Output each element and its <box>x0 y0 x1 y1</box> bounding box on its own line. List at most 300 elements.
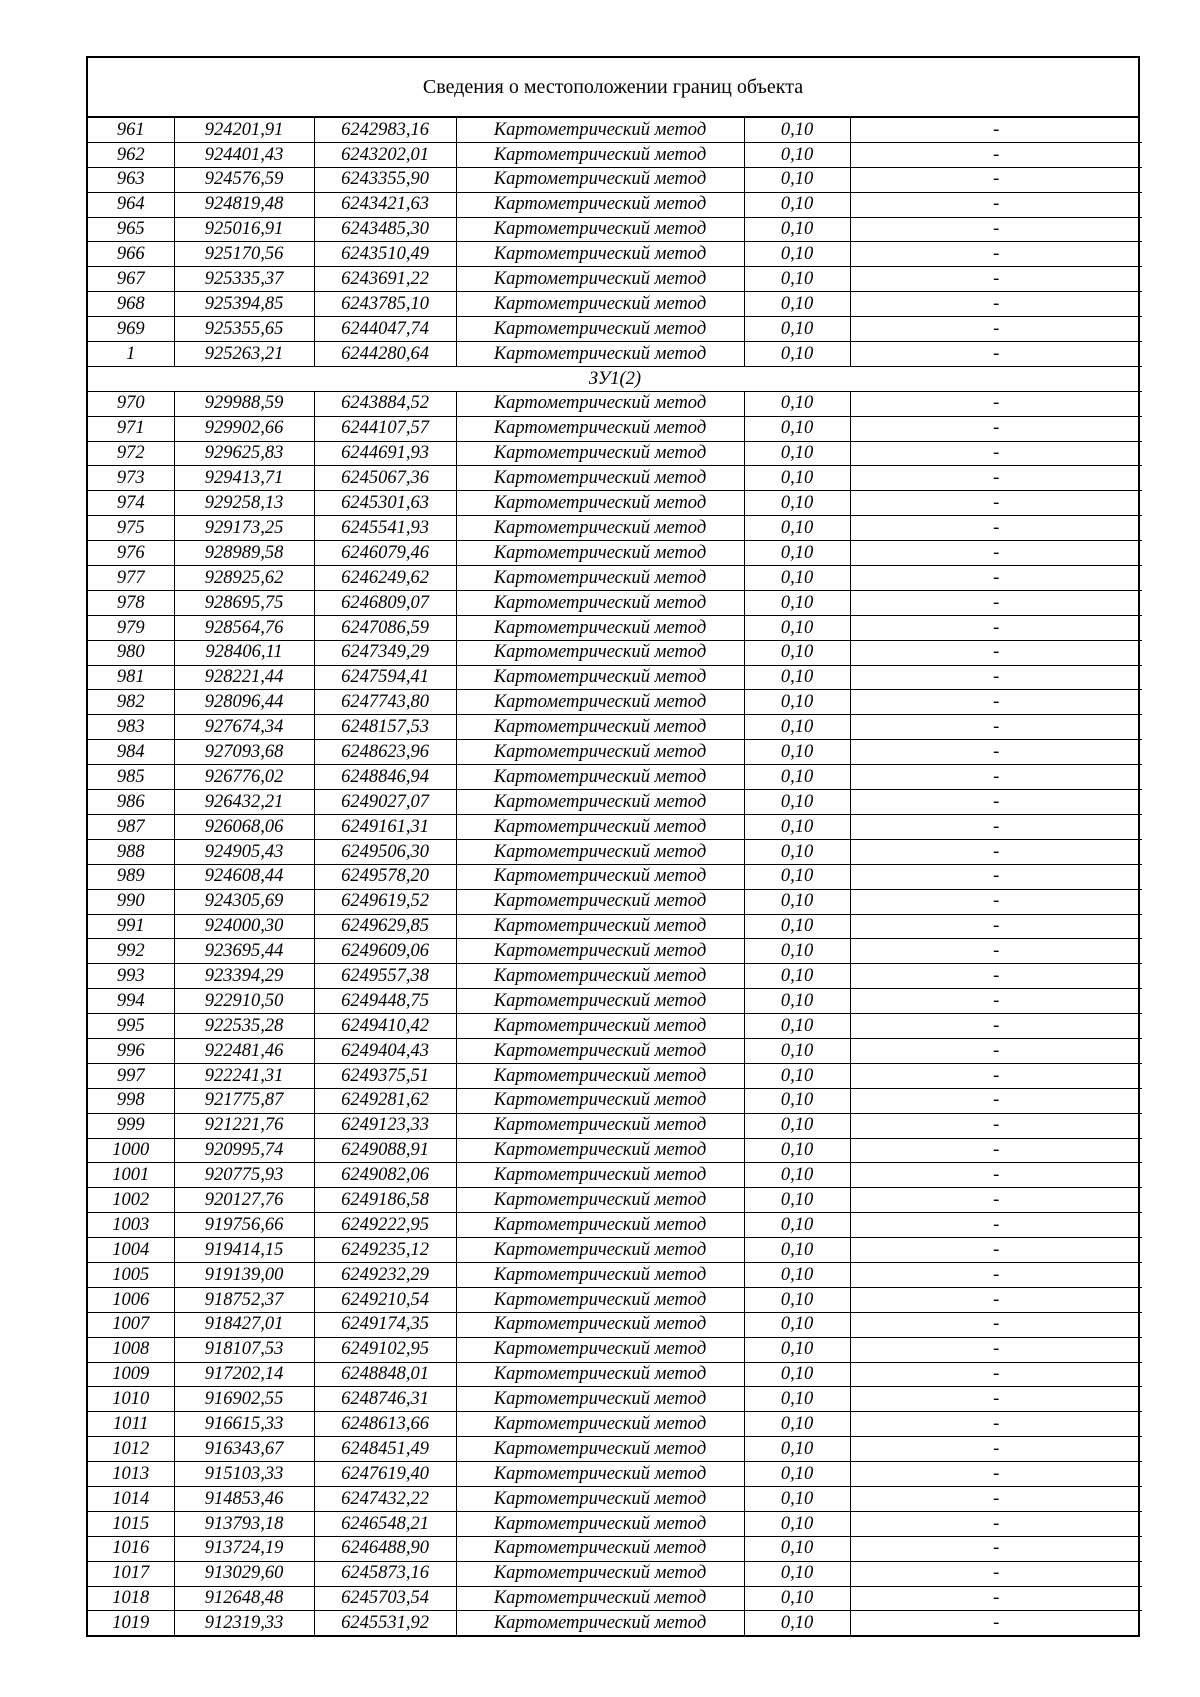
point-number-cell: 980 <box>88 640 174 665</box>
note-cell: - <box>850 1337 1142 1362</box>
accuracy-cell: 0,10 <box>744 1213 850 1238</box>
accuracy-cell: 0,10 <box>744 491 850 516</box>
point-number-cell: 983 <box>88 715 174 740</box>
table-row <box>88 441 1142 466</box>
x-coordinate-cell: 919139,00 <box>174 1262 314 1287</box>
point-number-cell: 1003 <box>88 1213 174 1238</box>
point-number-cell: 1004 <box>88 1238 174 1263</box>
note-cell: - <box>850 1312 1142 1337</box>
method-cell: Картометрический метод <box>456 1536 744 1561</box>
y-coordinate-cell: 6248846,94 <box>314 765 456 790</box>
x-coordinate-cell: 925355,65 <box>174 317 314 342</box>
y-coordinate-cell: 6248451,49 <box>314 1437 456 1462</box>
table-row <box>88 1362 1142 1387</box>
note-cell: - <box>850 1412 1142 1437</box>
table-row <box>88 466 1142 491</box>
method-cell: Картометрический метод <box>456 1188 744 1213</box>
note-cell: - <box>850 1362 1142 1387</box>
y-coordinate-cell: 6248848,01 <box>314 1362 456 1387</box>
accuracy-cell: 0,10 <box>744 1038 850 1063</box>
note-cell: - <box>850 889 1142 914</box>
method-cell: Картометрический метод <box>456 839 744 864</box>
y-coordinate-cell: 6249281,62 <box>314 1088 456 1113</box>
x-coordinate-cell: 927093,68 <box>174 740 314 765</box>
x-coordinate-cell: 927674,34 <box>174 715 314 740</box>
method-cell: Картометрический метод <box>456 640 744 665</box>
accuracy-cell: 0,10 <box>744 1511 850 1536</box>
x-coordinate-cell: 920127,76 <box>174 1188 314 1213</box>
y-coordinate-cell: 6248623,96 <box>314 740 456 765</box>
method-cell: Картометрический метод <box>456 1337 744 1362</box>
accuracy-cell: 0,10 <box>744 964 850 989</box>
point-number-cell: 1008 <box>88 1337 174 1362</box>
accuracy-cell: 0,10 <box>744 914 850 939</box>
accuracy-cell: 0,10 <box>744 590 850 615</box>
x-coordinate-cell: 923695,44 <box>174 939 314 964</box>
table-row <box>88 1163 1142 1188</box>
point-number-cell: 995 <box>88 1014 174 1039</box>
table-row <box>88 167 1142 192</box>
method-cell: Картометрический метод <box>456 391 744 416</box>
x-coordinate-cell: 924905,43 <box>174 839 314 864</box>
note-cell: - <box>850 1511 1142 1536</box>
x-coordinate-cell: 913029,60 <box>174 1561 314 1586</box>
y-coordinate-cell: 6243202,01 <box>314 142 456 167</box>
note-cell: - <box>850 1088 1142 1113</box>
x-coordinate-cell: 929173,25 <box>174 516 314 541</box>
note-cell: - <box>850 964 1142 989</box>
method-cell: Картометрический метод <box>456 541 744 566</box>
point-number-cell: 969 <box>88 317 174 342</box>
point-number-cell: 992 <box>88 939 174 964</box>
table-row <box>88 640 1142 665</box>
accuracy-cell: 0,10 <box>744 989 850 1014</box>
point-number-cell: 999 <box>88 1113 174 1138</box>
method-cell: Картометрический метод <box>456 1163 744 1188</box>
y-coordinate-cell: 6245531,92 <box>314 1611 456 1635</box>
table-row <box>88 1063 1142 1088</box>
y-coordinate-cell: 6246809,07 <box>314 590 456 615</box>
point-number-cell: 987 <box>88 814 174 839</box>
accuracy-cell: 0,10 <box>744 292 850 317</box>
point-number-cell: 993 <box>88 964 174 989</box>
point-number-cell: 986 <box>88 790 174 815</box>
method-cell: Картометрический метод <box>456 1287 744 1312</box>
method-cell: Картометрический метод <box>456 1437 744 1462</box>
note-cell: - <box>850 1163 1142 1188</box>
method-cell: Картометрический метод <box>456 242 744 267</box>
point-number-cell: 974 <box>88 491 174 516</box>
method-cell: Картометрический метод <box>456 1387 744 1412</box>
coordinates-table <box>88 118 1142 1635</box>
y-coordinate-cell: 6249102,95 <box>314 1337 456 1362</box>
table-row <box>88 1611 1142 1635</box>
y-coordinate-cell: 6243355,90 <box>314 167 456 192</box>
table-row <box>88 267 1142 292</box>
note-cell: - <box>850 615 1142 640</box>
accuracy-cell: 0,10 <box>744 1312 850 1337</box>
accuracy-cell: 0,10 <box>744 640 850 665</box>
accuracy-cell: 0,10 <box>744 317 850 342</box>
accuracy-cell: 0,10 <box>744 715 850 740</box>
point-number-cell: 966 <box>88 242 174 267</box>
y-coordinate-cell: 6248613,66 <box>314 1412 456 1437</box>
table-row <box>88 1511 1142 1536</box>
y-coordinate-cell: 6249210,54 <box>314 1287 456 1312</box>
method-cell: Картометрический метод <box>456 1362 744 1387</box>
coordinates-table-body <box>88 118 1142 1635</box>
point-number-cell: 1013 <box>88 1462 174 1487</box>
point-number-cell: 962 <box>88 142 174 167</box>
x-coordinate-cell: 924000,30 <box>174 914 314 939</box>
accuracy-cell: 0,10 <box>744 1337 850 1362</box>
accuracy-cell: 0,10 <box>744 740 850 765</box>
y-coordinate-cell: 6249235,12 <box>314 1238 456 1263</box>
table-row <box>88 790 1142 815</box>
table-row <box>88 242 1142 267</box>
y-coordinate-cell: 6243421,63 <box>314 192 456 217</box>
note-cell: - <box>850 267 1142 292</box>
x-coordinate-cell: 928989,58 <box>174 541 314 566</box>
x-coordinate-cell: 914853,46 <box>174 1486 314 1511</box>
method-cell: Картометрический метод <box>456 1511 744 1536</box>
table-row <box>88 516 1142 541</box>
note-cell: - <box>850 939 1142 964</box>
point-number-cell: 982 <box>88 690 174 715</box>
table-title: Сведения о местоположении границ объекта <box>88 58 1138 118</box>
x-coordinate-cell: 928564,76 <box>174 615 314 640</box>
table-row <box>88 914 1142 939</box>
table-row <box>88 1312 1142 1337</box>
point-number-cell: 1005 <box>88 1262 174 1287</box>
method-cell: Картометрический метод <box>456 1088 744 1113</box>
accuracy-cell: 0,10 <box>744 1412 850 1437</box>
x-coordinate-cell: 923394,29 <box>174 964 314 989</box>
note-cell: - <box>850 715 1142 740</box>
accuracy-cell: 0,10 <box>744 1014 850 1039</box>
method-cell: Картометрический метод <box>456 1412 744 1437</box>
point-number-cell: 1011 <box>88 1412 174 1437</box>
table-row <box>88 615 1142 640</box>
accuracy-cell: 0,10 <box>744 391 850 416</box>
note-cell: - <box>850 242 1142 267</box>
x-coordinate-cell: 925263,21 <box>174 342 314 367</box>
point-number-cell: 967 <box>88 267 174 292</box>
section-label: ЗУ1(2) <box>88 366 1142 391</box>
y-coordinate-cell: 6246548,21 <box>314 1511 456 1536</box>
note-cell: - <box>850 491 1142 516</box>
y-coordinate-cell: 6249506,30 <box>314 839 456 864</box>
point-number-cell: 978 <box>88 590 174 615</box>
y-coordinate-cell: 6247743,80 <box>314 690 456 715</box>
note-cell: - <box>850 566 1142 591</box>
method-cell: Картометрический метод <box>456 1312 744 1337</box>
table-row <box>88 1561 1142 1586</box>
y-coordinate-cell: 6248746,31 <box>314 1387 456 1412</box>
table-row <box>88 765 1142 790</box>
accuracy-cell: 0,10 <box>744 242 850 267</box>
y-coordinate-cell: 6247619,40 <box>314 1462 456 1487</box>
x-coordinate-cell: 928221,44 <box>174 665 314 690</box>
accuracy-cell: 0,10 <box>744 342 850 367</box>
table-row <box>88 1188 1142 1213</box>
x-coordinate-cell: 924305,69 <box>174 889 314 914</box>
y-coordinate-cell: 6245067,36 <box>314 466 456 491</box>
method-cell: Картометрический метод <box>456 317 744 342</box>
accuracy-cell: 0,10 <box>744 1163 850 1188</box>
method-cell: Картометрический метод <box>456 914 744 939</box>
point-number-cell: 1007 <box>88 1312 174 1337</box>
point-number-cell: 977 <box>88 566 174 591</box>
y-coordinate-cell: 6249186,58 <box>314 1188 456 1213</box>
note-cell: - <box>850 690 1142 715</box>
x-coordinate-cell: 919756,66 <box>174 1213 314 1238</box>
x-coordinate-cell: 925335,37 <box>174 267 314 292</box>
note-cell: - <box>850 1536 1142 1561</box>
note-cell: - <box>850 1611 1142 1635</box>
x-coordinate-cell: 916902,55 <box>174 1387 314 1412</box>
note-cell: - <box>850 167 1142 192</box>
point-number-cell: 968 <box>88 292 174 317</box>
section-row <box>88 366 1142 391</box>
note-cell: - <box>850 466 1142 491</box>
accuracy-cell: 0,10 <box>744 665 850 690</box>
method-cell: Картометрический метод <box>456 441 744 466</box>
accuracy-cell: 0,10 <box>744 1437 850 1462</box>
table-row <box>88 1238 1142 1263</box>
table-row <box>88 1213 1142 1238</box>
accuracy-cell: 0,10 <box>744 1063 850 1088</box>
x-coordinate-cell: 924608,44 <box>174 864 314 889</box>
y-coordinate-cell: 6244107,57 <box>314 416 456 441</box>
accuracy-cell: 0,10 <box>744 1462 850 1487</box>
point-number-cell: 981 <box>88 665 174 690</box>
note-cell: - <box>850 1262 1142 1287</box>
note-cell: - <box>850 1586 1142 1611</box>
point-number-cell: 1016 <box>88 1536 174 1561</box>
accuracy-cell: 0,10 <box>744 217 850 242</box>
y-coordinate-cell: 6243785,10 <box>314 292 456 317</box>
table-row <box>88 1262 1142 1287</box>
point-number-cell: 990 <box>88 889 174 914</box>
x-coordinate-cell: 924819,48 <box>174 192 314 217</box>
table-row <box>88 864 1142 889</box>
method-cell: Картометрический метод <box>456 1462 744 1487</box>
table-row <box>88 740 1142 765</box>
method-cell: Картометрический метод <box>456 715 744 740</box>
method-cell: Картометрический метод <box>456 1063 744 1088</box>
x-coordinate-cell: 922241,31 <box>174 1063 314 1088</box>
method-cell: Картометрический метод <box>456 1213 744 1238</box>
point-number-cell: 994 <box>88 989 174 1014</box>
point-number-cell: 1 <box>88 342 174 367</box>
note-cell: - <box>850 516 1142 541</box>
table-row <box>88 566 1142 591</box>
y-coordinate-cell: 6246488,90 <box>314 1536 456 1561</box>
table-row <box>88 391 1142 416</box>
method-cell: Картометрический метод <box>456 416 744 441</box>
table-row <box>88 1287 1142 1312</box>
note-cell: - <box>850 814 1142 839</box>
table-row <box>88 964 1142 989</box>
point-number-cell: 984 <box>88 740 174 765</box>
table-row <box>88 1387 1142 1412</box>
point-number-cell: 997 <box>88 1063 174 1088</box>
x-coordinate-cell: 922910,50 <box>174 989 314 1014</box>
x-coordinate-cell: 919414,15 <box>174 1238 314 1263</box>
accuracy-cell: 0,10 <box>744 615 850 640</box>
note-cell: - <box>850 1387 1142 1412</box>
table-row <box>88 1536 1142 1561</box>
table-row <box>88 416 1142 441</box>
y-coordinate-cell: 6249082,06 <box>314 1163 456 1188</box>
accuracy-cell: 0,10 <box>744 416 850 441</box>
method-cell: Картометрический метод <box>456 1038 744 1063</box>
x-coordinate-cell: 924201,91 <box>174 118 314 142</box>
table-row <box>88 839 1142 864</box>
table-row <box>88 1462 1142 1487</box>
table-row <box>88 1337 1142 1362</box>
y-coordinate-cell: 6249123,33 <box>314 1113 456 1138</box>
table-row <box>88 192 1142 217</box>
y-coordinate-cell: 6245873,16 <box>314 1561 456 1586</box>
accuracy-cell: 0,10 <box>744 1113 850 1138</box>
note-cell: - <box>850 864 1142 889</box>
point-number-cell: 1014 <box>88 1486 174 1511</box>
table-row <box>88 665 1142 690</box>
x-coordinate-cell: 925394,85 <box>174 292 314 317</box>
method-cell: Картометрический метод <box>456 516 744 541</box>
y-coordinate-cell: 6247432,22 <box>314 1486 456 1511</box>
point-number-cell: 971 <box>88 416 174 441</box>
x-coordinate-cell: 924401,43 <box>174 142 314 167</box>
y-coordinate-cell: 6246249,62 <box>314 566 456 591</box>
accuracy-cell: 0,10 <box>744 267 850 292</box>
note-cell: - <box>850 1188 1142 1213</box>
point-number-cell: 996 <box>88 1038 174 1063</box>
y-coordinate-cell: 6244047,74 <box>314 317 456 342</box>
note-cell: - <box>850 118 1142 142</box>
table-row <box>88 590 1142 615</box>
y-coordinate-cell: 6249609,06 <box>314 939 456 964</box>
y-coordinate-cell: 6249448,75 <box>314 989 456 1014</box>
method-cell: Картометрический метод <box>456 939 744 964</box>
accuracy-cell: 0,10 <box>744 690 850 715</box>
point-number-cell: 965 <box>88 217 174 242</box>
x-coordinate-cell: 916343,67 <box>174 1437 314 1462</box>
table-row <box>88 690 1142 715</box>
x-coordinate-cell: 925170,56 <box>174 242 314 267</box>
point-number-cell: 989 <box>88 864 174 889</box>
accuracy-cell: 0,10 <box>744 1238 850 1263</box>
point-number-cell: 991 <box>88 914 174 939</box>
accuracy-cell: 0,10 <box>744 790 850 815</box>
accuracy-cell: 0,10 <box>744 466 850 491</box>
table-row <box>88 317 1142 342</box>
point-number-cell: 1002 <box>88 1188 174 1213</box>
y-coordinate-cell: 6249578,20 <box>314 864 456 889</box>
x-coordinate-cell: 924576,59 <box>174 167 314 192</box>
note-cell: - <box>850 1038 1142 1063</box>
accuracy-cell: 0,10 <box>744 864 850 889</box>
note-cell: - <box>850 914 1142 939</box>
point-number-cell: 976 <box>88 541 174 566</box>
table-row <box>88 1138 1142 1163</box>
note-cell: - <box>850 1138 1142 1163</box>
y-coordinate-cell: 6245301,63 <box>314 491 456 516</box>
accuracy-cell: 0,10 <box>744 1611 850 1635</box>
accuracy-cell: 0,10 <box>744 1287 850 1312</box>
method-cell: Картометрический метод <box>456 1238 744 1263</box>
method-cell: Картометрический метод <box>456 1138 744 1163</box>
accuracy-cell: 0,10 <box>744 566 850 591</box>
table-row <box>88 939 1142 964</box>
accuracy-cell: 0,10 <box>744 814 850 839</box>
x-coordinate-cell: 929413,71 <box>174 466 314 491</box>
y-coordinate-cell: 6244691,93 <box>314 441 456 466</box>
point-number-cell: 1010 <box>88 1387 174 1412</box>
method-cell: Картометрический метод <box>456 590 744 615</box>
note-cell: - <box>850 1063 1142 1088</box>
note-cell: - <box>850 441 1142 466</box>
y-coordinate-cell: 6245541,93 <box>314 516 456 541</box>
x-coordinate-cell: 921775,87 <box>174 1088 314 1113</box>
accuracy-cell: 0,10 <box>744 1536 850 1561</box>
method-cell: Картометрический метод <box>456 1113 744 1138</box>
table-row <box>88 342 1142 367</box>
x-coordinate-cell: 925016,91 <box>174 217 314 242</box>
point-number-cell: 1006 <box>88 1287 174 1312</box>
method-cell: Картометрический метод <box>456 217 744 242</box>
x-coordinate-cell: 912319,33 <box>174 1611 314 1635</box>
note-cell: - <box>850 765 1142 790</box>
method-cell: Картометрический метод <box>456 615 744 640</box>
y-coordinate-cell: 6249027,07 <box>314 790 456 815</box>
point-number-cell: 1000 <box>88 1138 174 1163</box>
table-row <box>88 541 1142 566</box>
point-number-cell: 970 <box>88 391 174 416</box>
note-cell: - <box>850 541 1142 566</box>
y-coordinate-cell: 6244280,64 <box>314 342 456 367</box>
x-coordinate-cell: 921221,76 <box>174 1113 314 1138</box>
note-cell: - <box>850 1287 1142 1312</box>
y-coordinate-cell: 6249161,31 <box>314 814 456 839</box>
method-cell: Картометрический метод <box>456 1561 744 1586</box>
x-coordinate-cell: 918427,01 <box>174 1312 314 1337</box>
y-coordinate-cell: 6249619,52 <box>314 889 456 914</box>
note-cell: - <box>850 416 1142 441</box>
x-coordinate-cell: 920995,74 <box>174 1138 314 1163</box>
table-row <box>88 118 1142 142</box>
note-cell: - <box>850 292 1142 317</box>
method-cell: Картометрический метод <box>456 864 744 889</box>
y-coordinate-cell: 6243485,30 <box>314 217 456 242</box>
table-row <box>88 1088 1142 1113</box>
y-coordinate-cell: 6249222,95 <box>314 1213 456 1238</box>
y-coordinate-cell: 6248157,53 <box>314 715 456 740</box>
accuracy-cell: 0,10 <box>744 1362 850 1387</box>
x-coordinate-cell: 929988,59 <box>174 391 314 416</box>
accuracy-cell: 0,10 <box>744 889 850 914</box>
table-row <box>88 989 1142 1014</box>
note-cell: - <box>850 790 1142 815</box>
table-row <box>88 715 1142 740</box>
accuracy-cell: 0,10 <box>744 765 850 790</box>
note-cell: - <box>850 342 1142 367</box>
table-row <box>88 1412 1142 1437</box>
table-row <box>88 1014 1142 1039</box>
point-number-cell: 1015 <box>88 1511 174 1536</box>
